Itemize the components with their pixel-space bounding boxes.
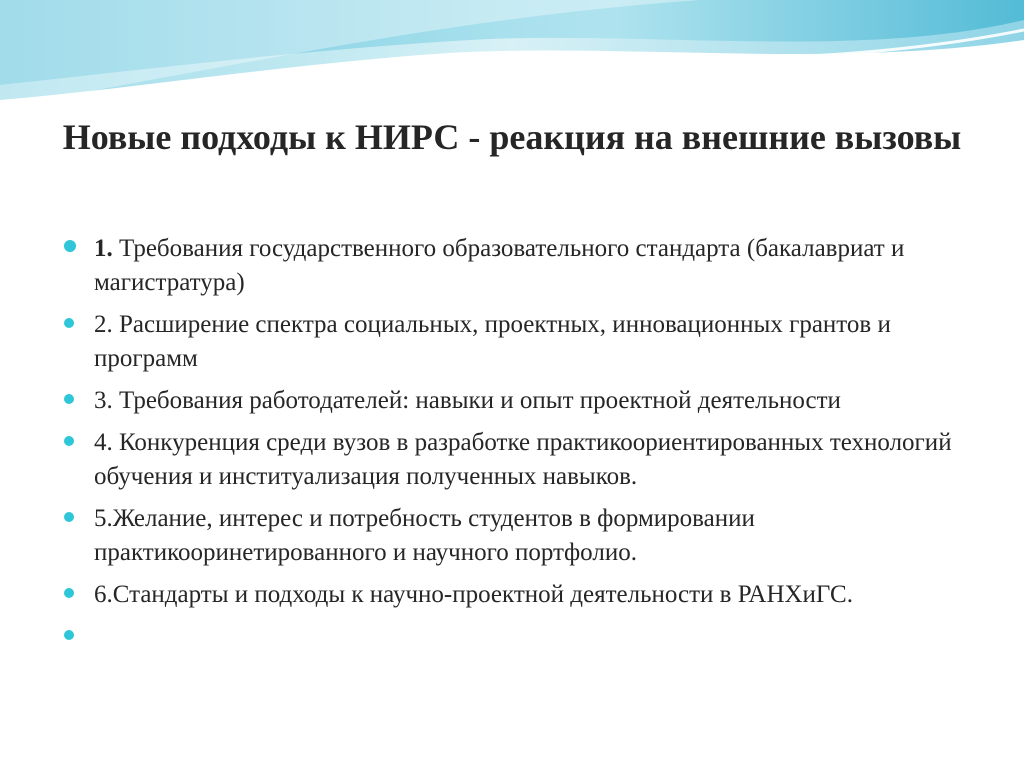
- bullet-item-4: [62, 426, 962, 494]
- bullet-text: 6.Стандарты и подходы к научно-проектной деятельности в РАНХиГС.: [94, 581, 853, 608]
- bullet-item-3: [62, 384, 962, 418]
- bullet-text: 3. Требования работодателей: навыки и опыт проектной деятельности: [94, 387, 841, 414]
- bullet-item-6: [62, 578, 962, 612]
- slide-title: Новые подходы к НИРС - реакция на внешние вызовы: [62, 117, 962, 157]
- bullet-dot-icon: [64, 588, 74, 598]
- bullet-dot-icon: [64, 512, 74, 522]
- bullet-dot-icon: [64, 436, 74, 446]
- bullet-text: 4. Конкуренция среди вузов в разработке практикоориентированных технологий обучения и институализация полученных навыков.: [94, 429, 952, 490]
- bullet-list: [62, 232, 962, 662]
- bullet-text: Требования государственного образовательного стандарта (бакалавриат и магистратура): [94, 235, 905, 296]
- bullet-item-empty: [62, 620, 962, 654]
- bullet-text: 2. Расширение спектра социальных, проектных, инновационных грантов и программ: [94, 311, 891, 372]
- bullet-dot-icon: [64, 394, 74, 404]
- bullet-text: 5.Желание, интерес и потребность студентов в формировании практикооринетированного и научного портфолио.: [94, 505, 755, 566]
- bullet-item-1: [62, 232, 962, 300]
- bullet-item-2: [62, 308, 962, 376]
- bullet-dot-icon: [64, 240, 76, 252]
- bullet-number: 1.: [94, 235, 113, 262]
- wave-header-decoration: [0, 0, 1024, 130]
- bullet-dot-icon: [64, 318, 74, 328]
- bullet-item-5: [62, 502, 962, 570]
- bullet-dot-icon: [64, 630, 74, 640]
